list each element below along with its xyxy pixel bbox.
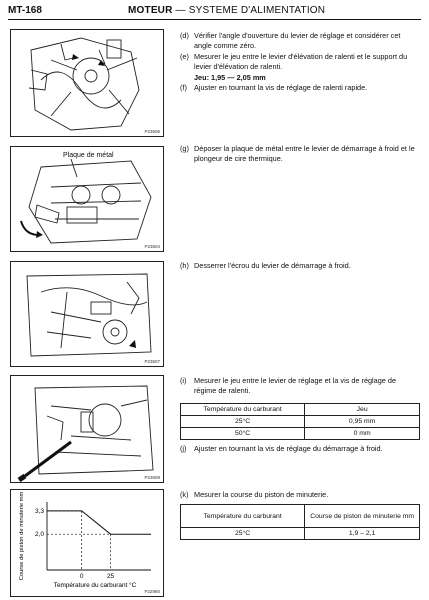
table-header-cell: Température du carburant xyxy=(181,404,305,416)
page-title xyxy=(128,5,325,16)
table-header-cell: Jeu xyxy=(305,404,420,416)
figure-id: P23608 xyxy=(144,475,160,480)
step-key: (e) xyxy=(180,51,189,61)
figure-id: P23606 xyxy=(144,129,160,134)
step-text: Mesurer le jeu entre le levier de réglage et la vis de réglage de régime de ralenti. xyxy=(194,376,396,396)
step-g-block xyxy=(180,144,420,165)
page-code: MT-168 xyxy=(8,5,42,16)
step-text: Ajuster en tournant la vis de réglage du démarrage à froid. xyxy=(194,444,383,453)
table-cell: 50°C xyxy=(181,428,305,440)
figure-chart xyxy=(10,489,164,597)
y-axis-label: Course de piston de minuterie mm xyxy=(19,491,25,581)
y-tick-label: 2,0 xyxy=(34,531,44,539)
step-key: (k) xyxy=(180,490,189,499)
step-j xyxy=(180,444,420,454)
step-g xyxy=(180,144,420,165)
x-tick-label: 0 xyxy=(79,573,84,580)
table-timer-stroke xyxy=(180,504,420,540)
header-rule xyxy=(8,19,421,20)
step-key: (h) xyxy=(180,261,189,270)
figure-metal-plate xyxy=(10,146,164,252)
table-cell: 25°C xyxy=(181,416,305,428)
step-h-block xyxy=(180,261,420,271)
step-i xyxy=(180,376,420,397)
table-header-cell: Course de piston de minuterie mm xyxy=(305,505,420,528)
subsection-title: SYSTEME D'ALIMENTATION xyxy=(188,5,326,16)
table-row xyxy=(181,416,420,428)
step-text: Mesurer le jeu entre le levier d'élévation de ralenti et le support du levier d'élévation de ralenti. xyxy=(194,51,408,72)
table-cell: 25°C xyxy=(181,528,305,540)
step-j-block xyxy=(180,444,420,454)
cold-start-nut-drawing xyxy=(11,262,163,366)
figure-cold-start-nut xyxy=(10,261,164,367)
table-cell: 0,95 mm xyxy=(305,416,420,428)
x-axis-label: Température du carburant °C xyxy=(53,582,137,589)
step-f xyxy=(180,83,420,93)
figure-idle-lever xyxy=(10,29,164,137)
step-h xyxy=(180,261,420,271)
table-cell: 1,9 – 2,1 xyxy=(305,528,420,540)
x-tick-label: 25 xyxy=(106,573,115,580)
step-text: Vérifier l'angle d'ouverture du levier de réglage et considérer cet angle comme zéro. xyxy=(194,31,401,51)
step-key: (g) xyxy=(180,144,189,153)
series-line xyxy=(47,511,151,534)
step-e xyxy=(180,52,420,73)
step-key: (i) xyxy=(180,376,187,385)
clearance-spec: Jeu: 1,95 — 2,05 mm xyxy=(194,72,266,82)
page-header xyxy=(0,0,429,22)
step-key: (d) xyxy=(180,31,189,40)
y-tick-label: 3,3 xyxy=(34,507,44,515)
step-text: Desserrer l'écrou du levier de démarrage à froid. xyxy=(194,261,351,270)
section-title: MOTEUR xyxy=(128,5,173,16)
figure-idle-screw xyxy=(10,375,164,483)
table-cell: 0 mm xyxy=(305,428,420,440)
table-clearance xyxy=(180,403,420,440)
table-row xyxy=(181,528,420,540)
step-text: Ajuster en tournant la vis de réglage de ralenti rapide. xyxy=(194,83,368,93)
title-separator: — xyxy=(175,5,186,16)
figure-id: P22960 xyxy=(144,589,160,594)
idle-screw-drawing xyxy=(11,376,163,482)
figure-id: P23604 xyxy=(144,244,160,249)
step-key: (j) xyxy=(180,444,187,453)
step-text: Mesurer la course du piston de minuterie. xyxy=(194,490,329,499)
figure-id: P23607 xyxy=(144,359,160,364)
metal-plate-label: Plaque de métal xyxy=(63,152,114,159)
idle-lever-drawing xyxy=(11,30,163,136)
step-text: Déposer la plaque de métal entre le levier de démarrage à froid et le plongeur de cire thermique. xyxy=(194,144,415,164)
timer-stroke-chart xyxy=(11,490,163,596)
table-header-cell: Température du carburant xyxy=(181,505,305,528)
metal-plate-drawing xyxy=(11,147,163,251)
table-header-row xyxy=(181,404,420,416)
step-i-block xyxy=(180,376,420,397)
table-row xyxy=(181,428,420,440)
steps-d-f xyxy=(180,31,420,93)
step-key: (f) xyxy=(180,83,187,93)
step-d xyxy=(180,31,420,52)
step-k xyxy=(180,490,420,500)
table-header-row xyxy=(181,505,420,528)
step-k-block xyxy=(180,490,420,500)
